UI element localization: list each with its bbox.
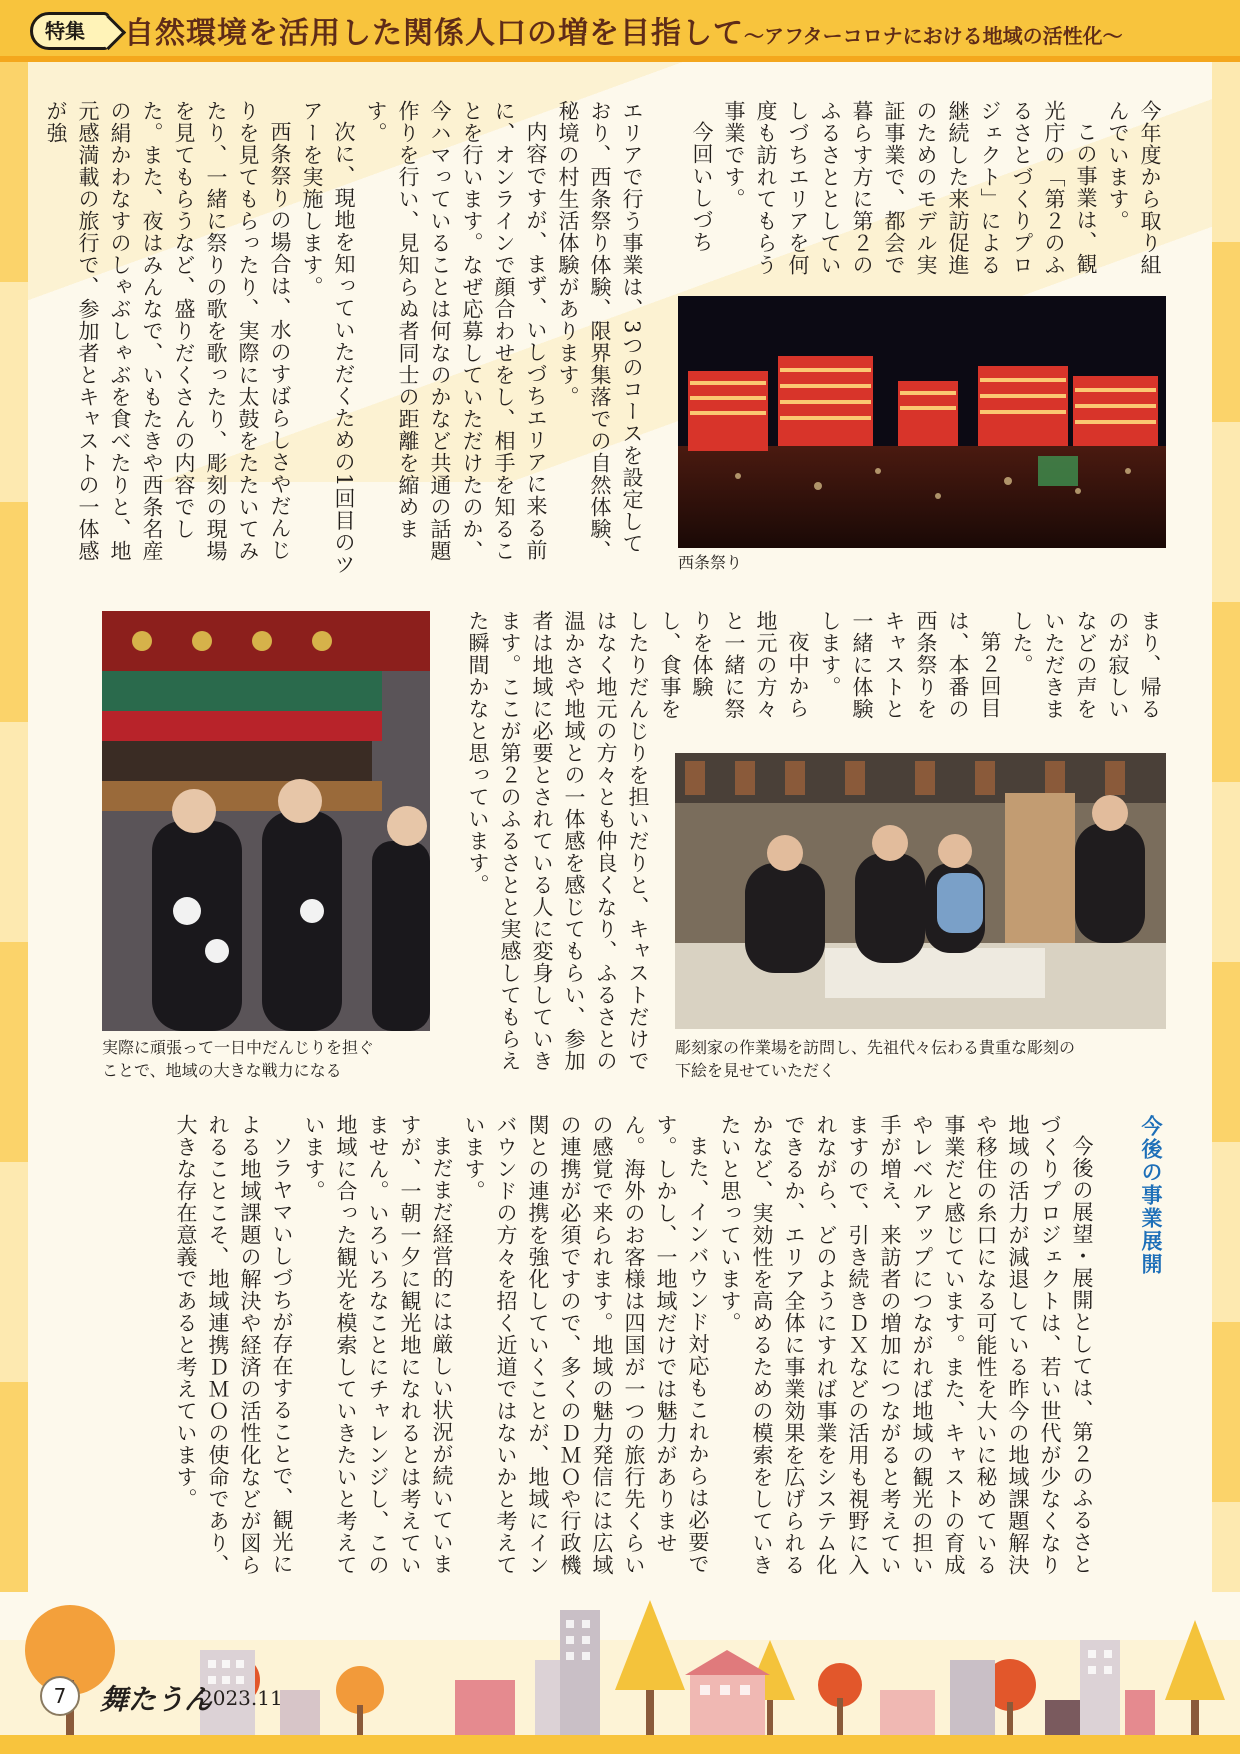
text-block-bottom — [96, 1114, 1098, 1594]
text-block-mid-right — [658, 610, 1166, 735]
paragraph: 夜中から地元の方々と一緒に祭りを体験し、食事を — [658, 610, 810, 720]
title-subtitle: 〜アフターコロナにおける地域の活性化〜 — [744, 24, 1123, 48]
title-main: 自然環境を活用した関係人口の増を目指して — [124, 16, 744, 51]
paragraph: まだまだ経営的には厳しい状況が続いていますが、一朝一夕に観光地になれるとは考えていません。いろいろなことにチャレンジし、この地域に合った観光を模索していきたいと考えています。 — [302, 1114, 454, 1576]
workshop-caption-line2: 下絵を見せていただく — [675, 1061, 836, 1080]
magazine-logo: 舞たうん — [100, 1683, 213, 1716]
article-title — [124, 8, 1123, 52]
paragraph: 今後の展望・展開としては、第２のふるさとづくりプロジェクトは、若い世代が少なくなり地域の活力が減退している昨今の地域課題解決や移住の糸口になる可能性を大いに秘めている事業だと感じています。また、キャストの育成やレベルアップにつながれば地域の観光の担い手が増え、来訪者の増加につながると考えていますので、引き続きＤＸなどの活用も視野に入れながら、どのようにすれば事業をシステム化できるか、エリア全体に事業効果を広げられるかなど、実効性を高めるための模索をしていきたいと思っています。 — [718, 1114, 1094, 1576]
danjiri-caption — [102, 1036, 442, 1082]
section-heading-future: 今後の事業展開 — [1139, 1115, 1163, 1276]
danjiri-photo — [102, 611, 430, 1031]
paragraph: また、インバウンド対応もこれからは必要です。しかし、一地域だけでは魅力がありません。海外のお客様は四国が一つの旅行先くらいの感覚で来られます。地域の魅力発信には広域の連携が必須ですので、多くのＤＭＯや行政機関との連携を強化していくことが、地域にインバウンドの方々を招く近道ではないかと考えています。 — [462, 1114, 710, 1576]
footer-band — [0, 1735, 1240, 1754]
paragraph: まり、帰るのが寂しいなどの声をいただきました。 — [1010, 610, 1162, 720]
paragraph: この事業は、観光庁の「第２のふるさとづくりプロジェクト」による継続した来訪促進のためのモデル実証事業で、都会で暮らす方に第２のふるさととしていしづちエリアを何度も訪れてもらう事業です。 — [722, 100, 1098, 276]
paragraph: 内容ですが、まず、いしづちエリアに来る前に、オンラインで顔合わせをし、相手を知ることを行います。なぜ応募していただけたのか、今ハマっていることは何なのかなど共通の話題作りを行い、見知らぬ者同士の距離を縮めます。 — [364, 100, 548, 562]
townscape-illustration — [0, 1580, 1240, 1754]
paragraph: 第２回目は、本番の西条祭りをキャストと一緒に体験します。 — [818, 610, 1002, 720]
workshop-caption-line1: 彫刻家の作業場を訪問し、先祖代々伝わる貴重な彫刻の — [675, 1038, 1076, 1057]
left-decor-stripe — [0, 62, 28, 1592]
paragraph: 西条祭りの場合は、水のすばらしさやだんじりを見てもらったり、実際に太鼓をたたいてみたり、一緒に祭りの歌を歌ったり、彫刻の現場を見てもらうなど、盛りだくさんの内容でした。また、夜はみんなで、いもたきや西条名産の絹かわなすのしゃぶしゃぶを食べたりと、地元感満載の旅行で、参加者とキャストの一体感が強 — [44, 100, 292, 562]
festival-photo — [678, 296, 1166, 548]
issue-date: 2023.11 — [200, 1686, 283, 1710]
text-block-top-right — [690, 100, 1166, 276]
paragraph: 今年度から取り組んでいます。 — [1106, 100, 1162, 276]
paragraph: 今回いしづち — [690, 121, 714, 253]
danjiri-caption-line1: 実際に頑張って一日中だんじりを担ぐ — [102, 1038, 375, 1057]
paragraph: ソラヤマいしづちが存在することで、観光による地域課題の解決や経済の活性化などが図られることこそ、地域連携ＤＭＯの使命であり、大きな存在意義であると考えています。 — [174, 1114, 294, 1576]
paragraph: したりだんじりを担いだりと、キャストだけではなく地元の方々とも仲良くなり、ふるさとの温かさや地域との一体感を感じてもらい、参加者は地域に必要とされている人に変身していきます。ここが第２のふるさとと実感してもらえた瞬間かなと思っています。 — [466, 610, 650, 1072]
paragraph: 次に、現地を知っていただくための1回目のツアーを実施します。 — [300, 100, 356, 576]
text-block-mid-main — [458, 610, 654, 1080]
festival-caption: 西条祭り — [678, 553, 743, 572]
workshop-caption — [675, 1036, 1175, 1082]
page-number: 7 — [40, 1676, 80, 1716]
danjiri-caption-line2: ことで、地域の大きな戦力になる — [102, 1061, 342, 1080]
text-block-top-main — [44, 100, 648, 576]
paragraph: エリアで行う事業は、3つのコースを設定しており、西条祭り体験、限界集落での自然体験、秘境の村生活体験があります。 — [556, 100, 644, 562]
section-tag: 特集 — [30, 12, 110, 50]
right-decor-stripe — [1212, 62, 1240, 1592]
workshop-photo — [675, 753, 1166, 1029]
